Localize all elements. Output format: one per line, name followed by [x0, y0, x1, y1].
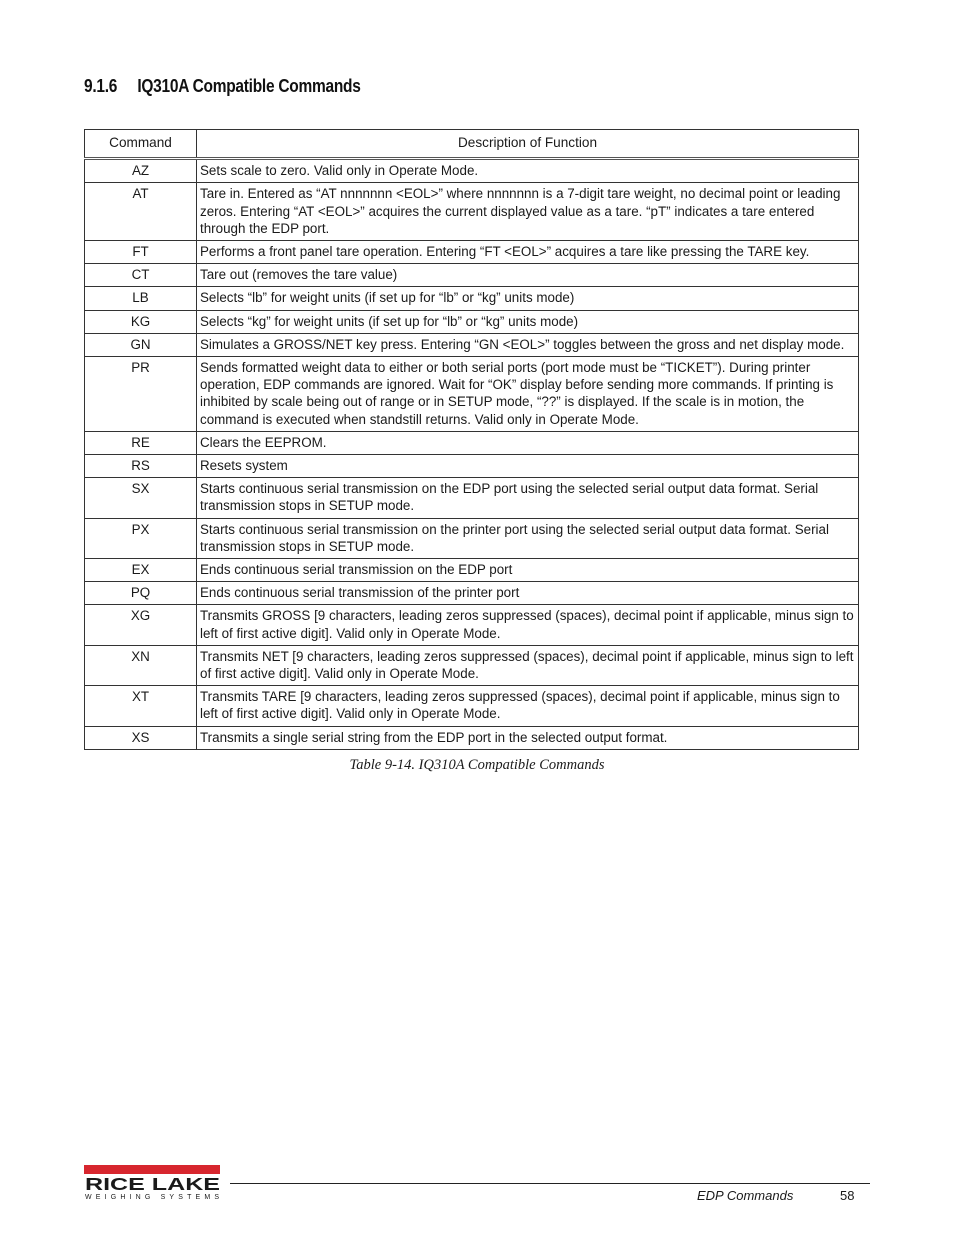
table-row: [85, 287, 859, 310]
table-row: [85, 645, 859, 685]
command-cell: SX: [85, 478, 197, 518]
table-caption: Table 9-14. IQ310A Compatible Commands: [349, 757, 605, 773]
table-row: [85, 310, 859, 333]
description-cell: Ends continuous serial transmission on the EDP port: [197, 559, 859, 582]
description-cell: Ends continuous serial transmission of the printer port: [197, 582, 859, 605]
description-cell: Transmits TARE [9 characters, leading zeros suppressed (spaces), decimal point if applicable, minus sign to left of first active digit]. Valid only in Operate Mode.: [197, 686, 859, 726]
logo-bar: [84, 1165, 220, 1174]
footer-rule: [230, 1183, 870, 1184]
commands-table: [84, 129, 859, 750]
page-number: 58: [840, 1188, 855, 1203]
command-cell: PX: [85, 518, 197, 558]
description-cell: Transmits GROSS [9 characters, leading zeros suppressed (spaces), decimal point if applicable, minus sign to left of first active digit]. Valid only in Operate Mode.: [197, 605, 859, 645]
command-cell: AT: [85, 183, 197, 241]
description-cell: Selects “lb” for weight units (if set up for “lb” or “kg” units mode): [197, 287, 859, 310]
command-cell: LB: [85, 287, 197, 310]
footer-section-name: EDP Commands: [697, 1188, 794, 1203]
table-row: [85, 241, 859, 264]
header-description: Description of Function: [197, 130, 859, 159]
command-cell: RE: [85, 431, 197, 454]
command-cell: XT: [85, 686, 197, 726]
command-cell: KG: [85, 310, 197, 333]
description-cell: Sends formatted weight data to either or both serial ports (port mode must be “TICKET”). During printer operation, EDP commands are ignored. Wait for “OK” display before sending more commands. If printing is inhibited by scale being out of range or in SETUP mode, “??” is displayed. If the scale is in motion, the command is executed when standstill returns. Valid only in Operate Mode.: [197, 357, 859, 432]
description-cell: Sets scale to zero. Valid only in Operate Mode.: [197, 159, 859, 183]
command-cell: GN: [85, 333, 197, 356]
table-row: [85, 582, 859, 605]
table-row: [85, 518, 859, 558]
table-row: [85, 686, 859, 726]
command-cell: PQ: [85, 582, 197, 605]
command-cell: FT: [85, 241, 197, 264]
logo-tagline: WEIGHING SYSTEMS: [85, 1194, 219, 1201]
description-cell: Clears the EEPROM.: [197, 431, 859, 454]
command-cell: RS: [85, 455, 197, 478]
description-cell: Starts continuous serial transmission on the printer port using the selected serial output data format. Serial transmission stops in SETUP mode.: [197, 518, 859, 558]
command-cell: XS: [85, 726, 197, 749]
description-cell: Transmits NET [9 characters, leading zeros suppressed (spaces), decimal point if applicable, minus sign to left of first active digit]. Valid only in Operate Mode.: [197, 645, 859, 685]
table-row: [85, 159, 859, 183]
description-cell: Tare out (removes the tare value): [197, 264, 859, 287]
command-cell: AZ: [85, 159, 197, 183]
table-row: [85, 605, 859, 645]
section-number: 9.1.6: [84, 76, 118, 96]
table-row: [85, 726, 859, 749]
command-cell: XN: [85, 645, 197, 685]
section-heading: [84, 76, 361, 97]
description-cell: Simulates a GROSS/NET key press. Entering “GN <EOL>” toggles between the gross and net display mode.: [197, 333, 859, 356]
table-header-row: [85, 130, 859, 159]
table-row: [85, 183, 859, 241]
command-cell: CT: [85, 264, 197, 287]
table-body: [85, 159, 859, 750]
table-row: [85, 431, 859, 454]
description-cell: Resets system: [197, 455, 859, 478]
description-cell: Starts continuous serial transmission on the EDP port using the selected serial output data format. Serial transmission stops in SETUP mode.: [197, 478, 859, 518]
description-cell: Selects “kg” for weight units (if set up for “lb” or “kg” units mode): [197, 310, 859, 333]
command-cell: EX: [85, 559, 197, 582]
description-cell: Performs a front panel tare operation. Entering “FT <EOL>” acquires a tare like pressing the TARE key.: [197, 241, 859, 264]
header-command: Command: [85, 130, 197, 159]
logo-wordmark: RICE LAKE: [85, 1174, 220, 1194]
table-row: [85, 264, 859, 287]
description-cell: Transmits a single serial string from the EDP port in the selected output format.: [197, 726, 859, 749]
command-cell: XG: [85, 605, 197, 645]
table-row: [85, 333, 859, 356]
rice-lake-logo: [84, 1165, 222, 1203]
table-row: [85, 455, 859, 478]
section-title: IQ310A Compatible Commands: [137, 76, 361, 96]
description-cell: Tare in. Entered as “AT nnnnnnn <EOL>” where nnnnnnn is a 7-digit tare weight, no decimal point or leading zeros. Entering “AT <EOL>” acquires the current displayed value as a tare. “pT” indicates a tare entered through the EDP port.: [197, 183, 859, 241]
table-row: [85, 559, 859, 582]
table-row: [85, 478, 859, 518]
command-cell: PR: [85, 357, 197, 432]
table-row: [85, 357, 859, 432]
